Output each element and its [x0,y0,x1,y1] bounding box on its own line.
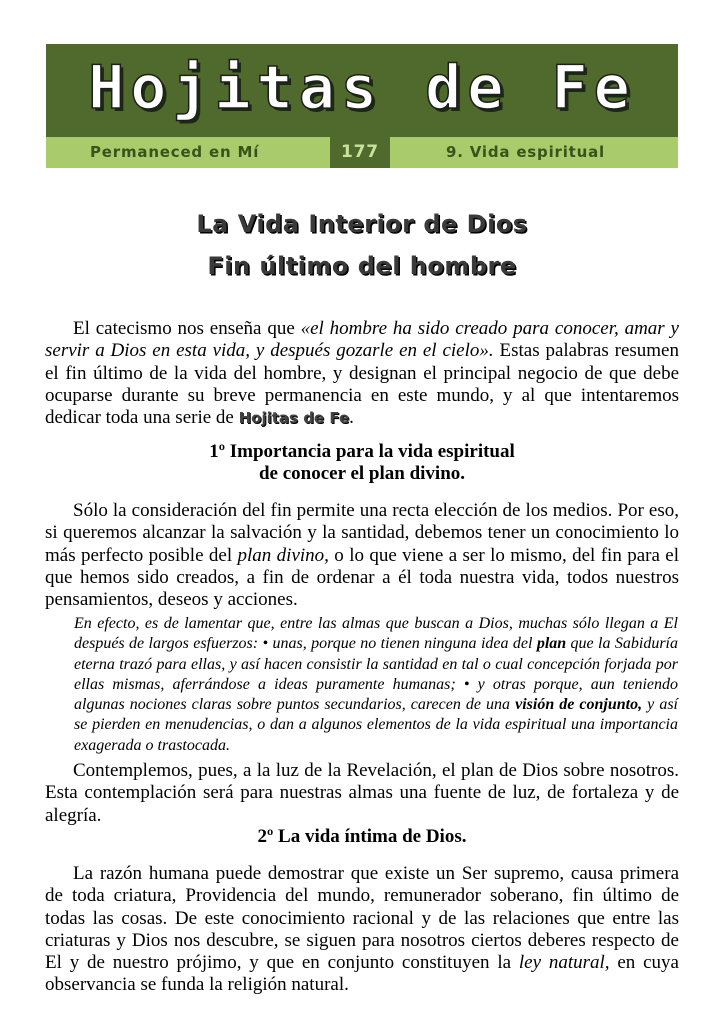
section-heading-1: 1º Importancia para la vida espiritual de conocer el plan divino. [209,441,515,485]
masthead-banner [46,44,678,137]
series-label: Permaneced en Mí [90,143,260,161]
paragraph-intro: El catecismo nos enseña que «el hombre ha sido creado para conocer, amar y servir a Dios en esta vida, y después gozarle en el cielo». Estas palabras resumen el fin último de la vida del hombre, y designan el principal negocio de que debe ocuparse durante su breve permanencia en este mundo, y al que intentaremos dedicar toda una serie de Hojitas de Fe. [45,318,679,429]
masthead [46,44,678,168]
publication-title: Hojitas de Fe [88,53,636,123]
quoted-note: En efecto, es de lamentar que, entre las almas que buscan a Dios, muchas sólo llegan a El después de largos esfuerzos: • unas, porque no tienen ninguna idea del plan que la Sabiduría eterna trazó para ellas, y así hacen consistir la santidad en tal o cual concepción forjada por ellas mismas, aferrándose a ideas puramente humanas; • y otras porque, aun teniendo algunas nociones claras sobre puntos secundarios, carecen de una visión de conjunto, y así se pierden en menudencias, o dan a algunos elementos de la vida espiritual una importancia exagerada o trastocada. [74,615,679,754]
document-subtitle: Fin último del hombre [207,252,517,280]
paragraph-reason: La razón humana puede demostrar que existe un Ser supremo, causa primera de toda criatura, Providencia del mundo, remunerador soberano, fin último de todas las cosas. De este conocimiento racional y de las relaciones que entre las criaturas y Dios nos descubre, se siguen para nosotros ciertos deberes respecto de El y de nuestro prójimo, y que en conjunto constituyen la ley natural, en cuya observancia se funda la religión natural. [45,863,679,996]
paragraph-importance: Sólo la consideración del fin permite una recta elección de los medios. Por eso, si queremos alcanzar la salvación y la santidad, debemos tener un conocimiento lo más perfecto posible del plan divino, o lo que viene a ser lo mismo, del fin para el que hemos sido creados, a fin de ordenar a él toda nuestra vida, todos nuestros pensamientos, deseos y acciones. [45,500,680,611]
issue-number: 177 [341,142,379,162]
masthead-subbar [46,137,678,168]
section-heading-2: 2º La vida íntima de Dios. [257,826,467,847]
document-title: La Vida Interior de Dios [196,210,528,238]
paragraph-contemplation: Contemplemos, pues, a la luz de la Revelación, el plan de Dios sobre nosotros. Esta contemplación será para nuestras almas una fuente de luz, de fortaleza y de alegría. [45,760,679,826]
brand-inline: Hojitas de Fe [238,409,350,428]
section-label: 9. Vida espiritual [446,143,605,161]
